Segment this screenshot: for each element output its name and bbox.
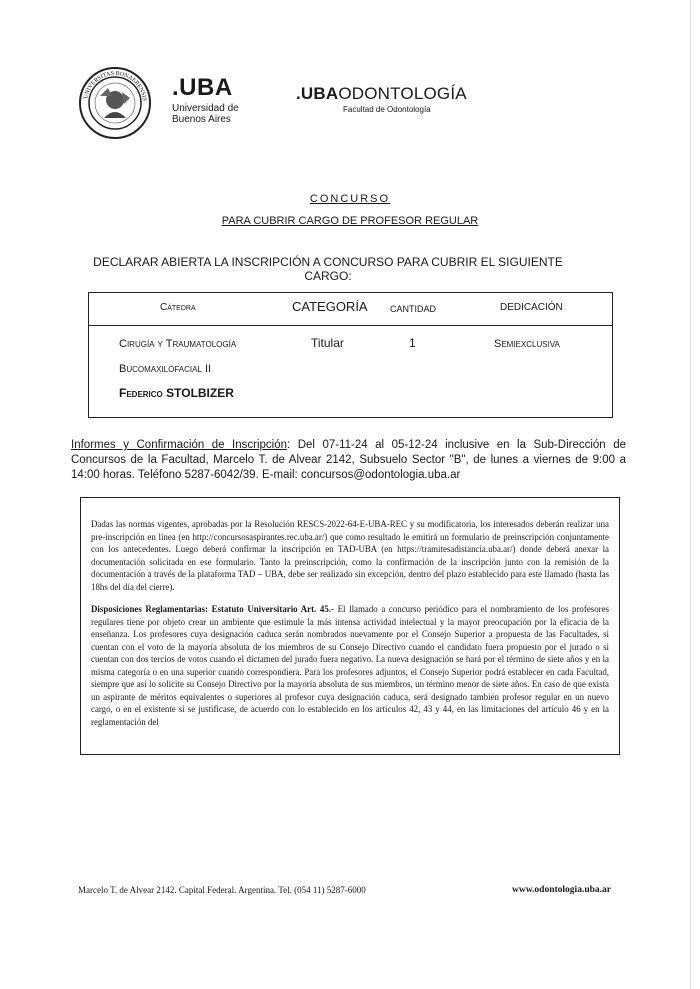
uba-subtitle-line1: Universidad de	[172, 103, 239, 114]
university-seal	[78, 66, 152, 140]
informes-text: : Del 07-11-24 al 05-12-24 inclusive en la Sub-Dirección de Concursos de la Facultad, Marcelo T. de Alvear 2142, Subsuelo Sector "B", de lunes a viernes de 9:00 a 14:00 horas. Teléfono 5287-6042/39. E-mail: concursos@odontologia.uba.ar	[71, 439, 626, 481]
svg-text:UNIVERSITAS BONAERENSIS: UNIVERSITAS BONAERENSIS	[83, 70, 147, 102]
cell-catedra-line1: Cirugía y Traumatología	[119, 338, 237, 350]
uba-subtitle	[172, 103, 239, 125]
notice-paragraph-2	[91, 603, 609, 728]
uba-wordmark: .UBA	[172, 74, 233, 101]
header-dedicacion: DEDICACIÓN	[500, 302, 563, 313]
header-categoria: CATEGORÍA	[292, 299, 368, 314]
cell-cantidad: 1	[409, 336, 416, 350]
notice-text	[91, 518, 609, 738]
odontologia-wordmark: .UBAODONTOLOGÍA	[296, 84, 467, 103]
footer-address: Marcelo T. de Alvear 2142. Capital Federal. Argentina. Tel. (054 11) 5287-6000	[78, 885, 366, 895]
table-divider	[88, 325, 613, 326]
uba-subtitle-line2: Buenos Aires	[172, 114, 231, 125]
scan-edge-line	[690, 0, 691, 989]
informes-paragraph	[71, 438, 626, 483]
cell-dedicacion: Semiexclusiva	[494, 338, 560, 350]
cell-catedra-line2: Bucomaxilofacial II	[119, 363, 212, 375]
header-cantidad: CANTIDAD	[390, 304, 437, 314]
notice-paragraph-2-body: El llamado a concurso periódico para el nombramiento de los profesores regulares tiene por objeto crear un ambiente que estimule la más intensa actividad intelectual y la mayor preocupación por la eficacia de la enseñanza. Los profesores cuya designación caduca serán nombrados nuevamente por el Consejo Superior a propuesta de las Facultades, si cuentan con el voto de la mayoría absoluta de los miembros de su Consejo Directivo cuando el candidato fuera propuesto por el jurado o si cuentan con dos tercios de votos cuando el dictamen del jurado fuera negativo. La nueva designación se hará por el término de siete años y en la misma categoría o en una superior cuando correspondiera. Para los profesores adjuntos, el Consejo Superior podrá establecer en cada Facultad, siempre que así lo solicite su Consejo Directivo por la mayoría absoluta de sus miembros, un término menor de siete años. En caso de que exista un aspirante de méritos equivalentes o superiores al profesor cuya designación caduca, será designado también profesor regular en un nuevo cargo, o en el existente si se justificase, de acuerdo con lo establecido en los artículos 42, 43 y 44, en las limitaciones del artículo 46 y en la reglamentación del	[91, 604, 609, 727]
odontologia-logo	[296, 85, 467, 114]
cell-profesor: Federico STOLBIZER	[119, 386, 234, 400]
title-concurso: CONCURSO	[309, 193, 391, 205]
notice-paragraph-1: Dadas las normas vigentes, aprobadas por la Resolución RESCS-2022-64-E-UBA-REC y su modificatoria, los interesados deberán realizar una pre-inscripción en línea (en http://concursosaspirantes.rec.uba.ar/) que como resultado le emitirá un formulario de preinscripción conjuntamente con los antecedentes. Luego deberá confirmar la inscripción en TAD-UBA (en https://tramitesadistancia.uba.ar/) donde deberá anexar la documentación solicitada en ese formulario. Tanto la preinscripción, como la confirmación de la inscripción junto con la remisión de la documentación a través de la plataforma TAD – UBA, debe ser realizado sin excepción, dentro del plazo establecido para este llamado (hasta las 18hs del día del cierre).	[91, 519, 609, 592]
notice-paragraph-2-heading: Disposiciones Reglamentarias: Estatuto Universitario Art. 45.-	[91, 604, 334, 614]
informes-label: Informes y Confirmación de Inscripción	[71, 439, 287, 451]
title-cargo: PARA CUBRIR CARGO DE PROFESOR REGULAR	[221, 215, 479, 227]
header-catedra: Cátedra	[160, 302, 196, 313]
declaration-heading: DECLARAR ABIERTA LA INSCRIPCIÓN A CONCURSO PARA CUBRIR EL SIGUIENTE CARGO:	[93, 255, 563, 283]
odontologia-subtitle: Facultad de Odontología	[343, 105, 431, 114]
cell-categoria: Titular	[311, 336, 344, 350]
uba-logo	[172, 76, 239, 125]
footer-website[interactable]: www.odontologia.uba.ar	[512, 885, 611, 895]
